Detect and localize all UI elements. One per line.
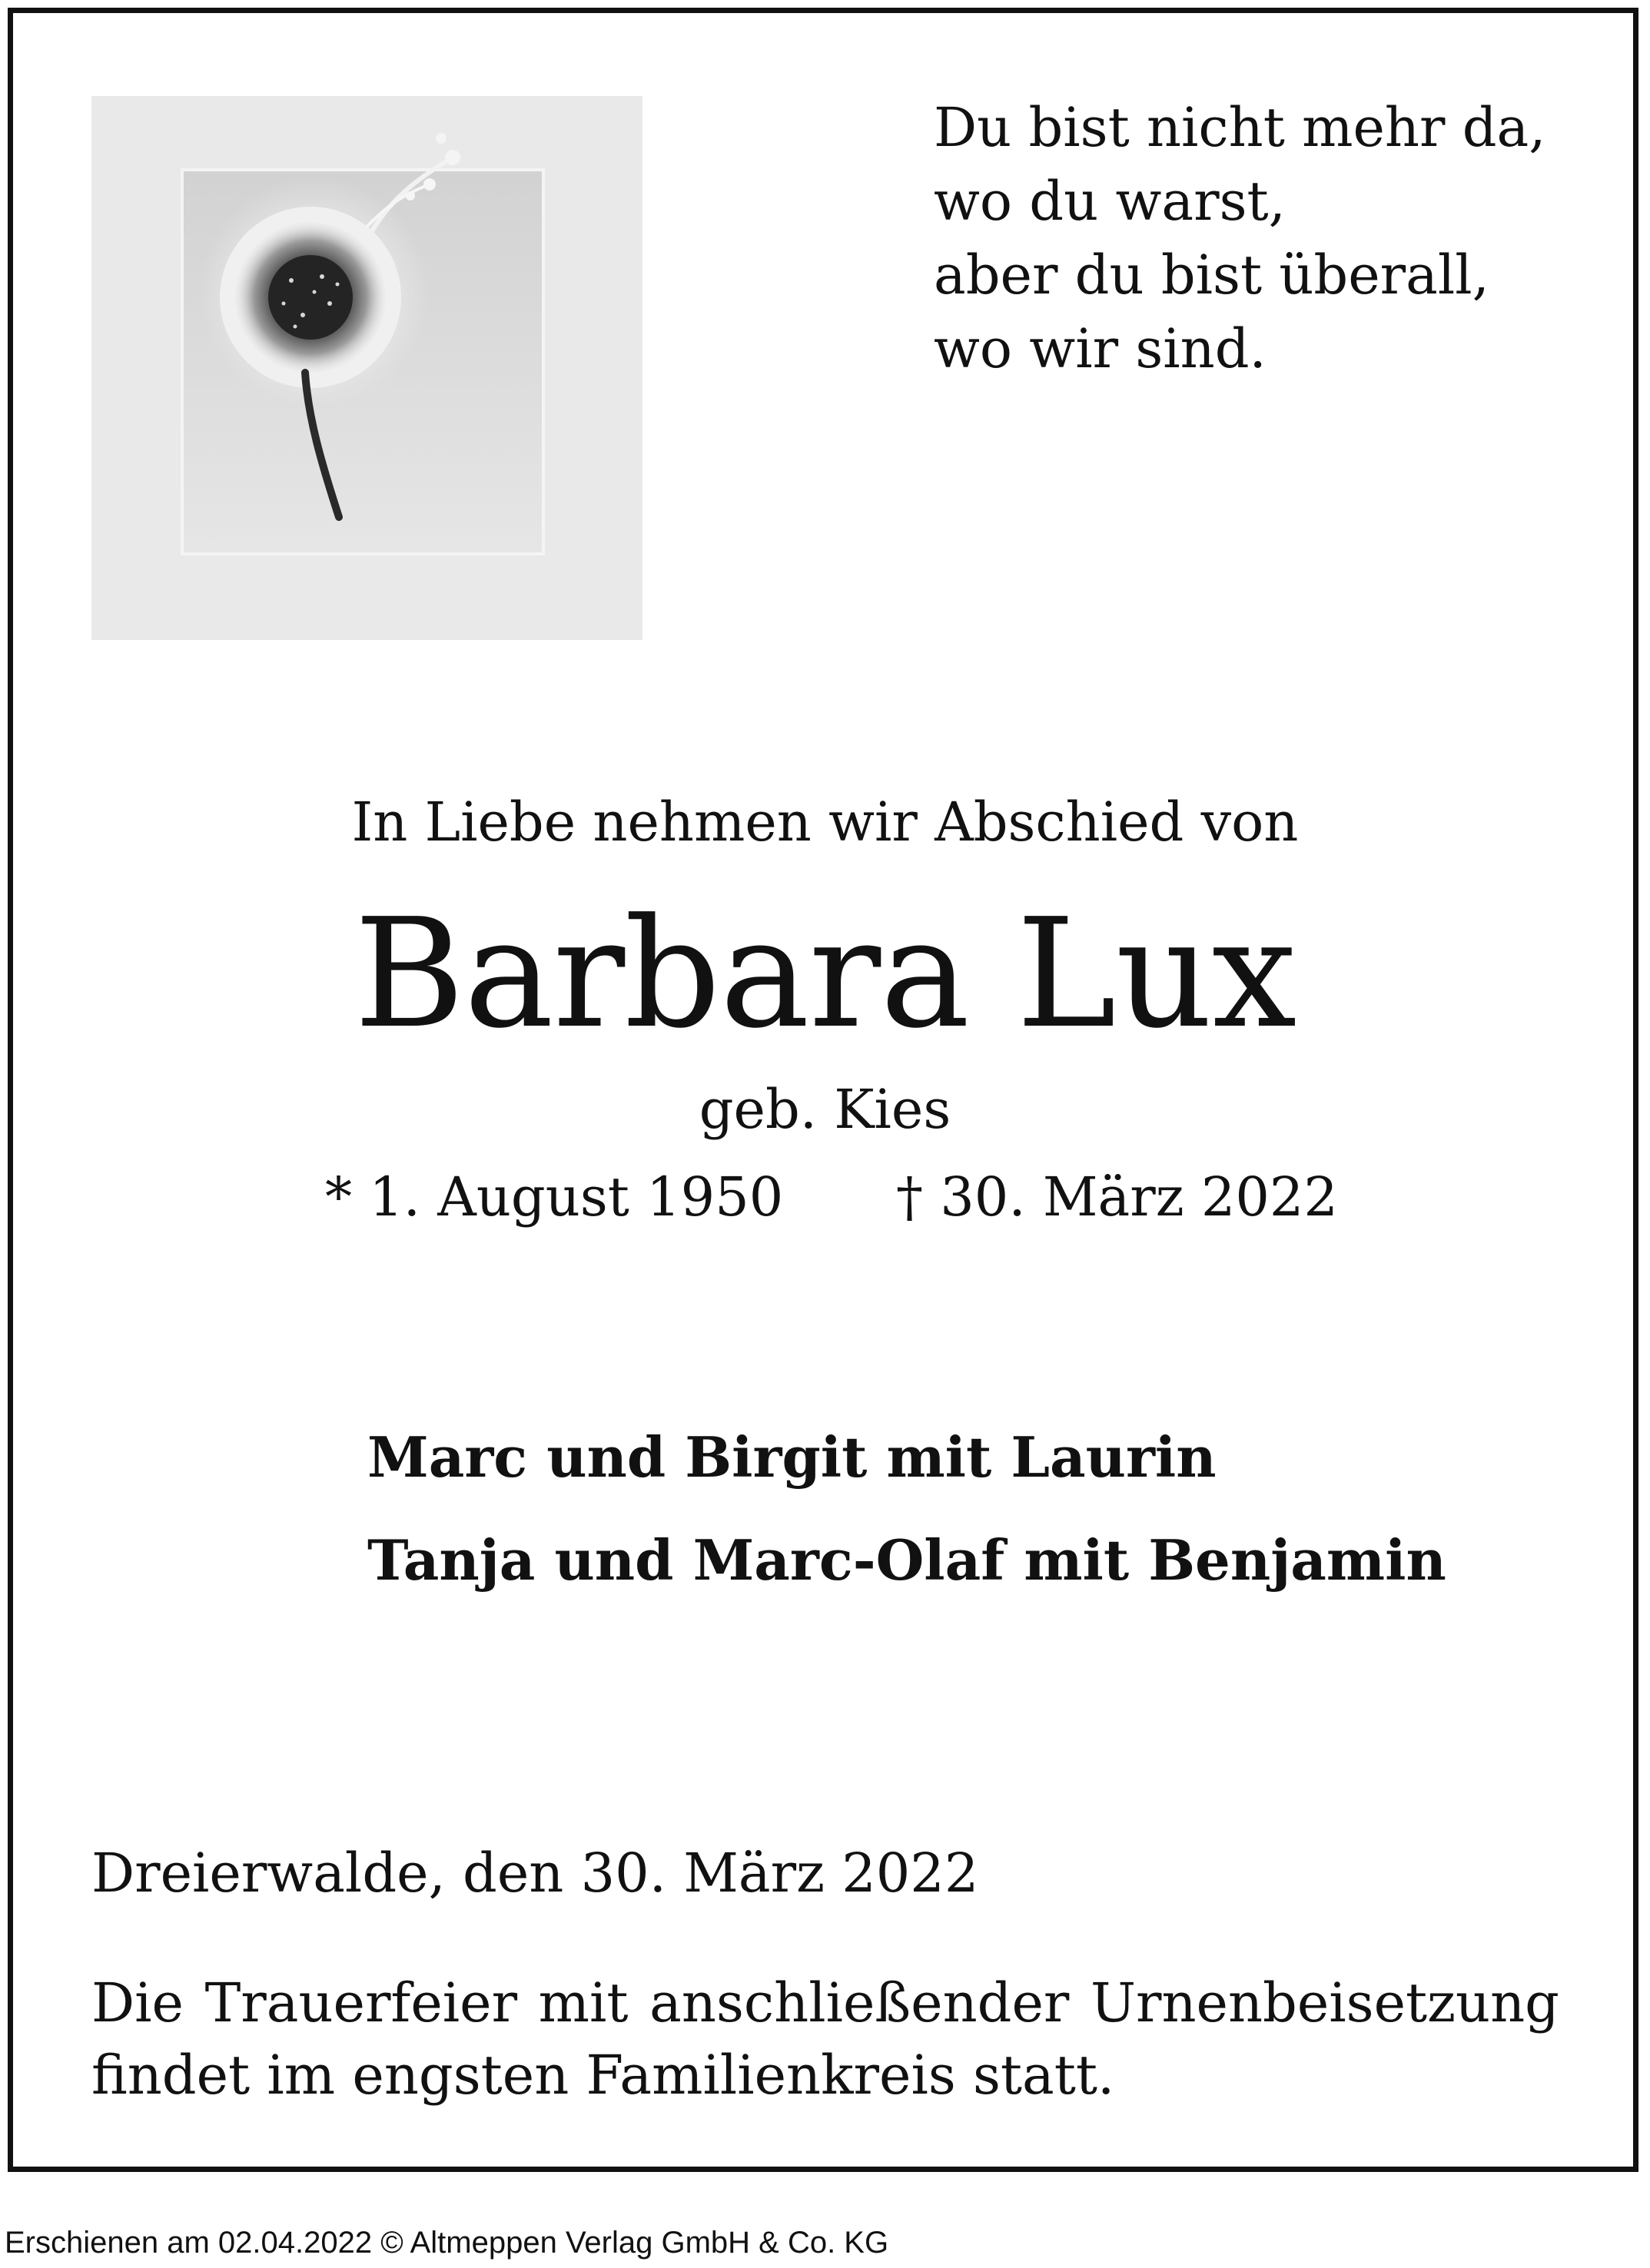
death-date: † 30. März 2022 [896, 1166, 1338, 1228]
dandelion-illustration [91, 96, 642, 640]
deceased-name: Barbara Lux [354, 887, 1296, 1062]
poem [934, 91, 1610, 386]
poem-line: wo wir sind. [934, 317, 1267, 380]
poem-line: aber du bist überall, [934, 244, 1489, 307]
poem-line: Du bist nicht mehr da, [934, 96, 1546, 159]
mourner-line: Tanja und Marc-Olaf mit Benjamin [367, 1527, 1446, 1593]
poem-line: wo du warst, [934, 170, 1286, 233]
dandelion-image [91, 96, 642, 640]
funeral-notice-line: Die Trauerfeier mit anschließender Urnenbeisetzung [91, 1971, 1559, 2034]
funeral-notice-line: findet im engsten Familienkreis statt. [91, 2044, 1115, 2107]
farewell-intro: In Liebe nehmen wir Abschied von [351, 791, 1299, 854]
mourner-line: Marc und Birgit mit Laurin [367, 1424, 1217, 1490]
place-and-date: Dreierwalde, den 30. März 2022 [91, 1842, 979, 1905]
mourners [367, 1406, 1446, 1612]
publication-footer: Erschienen am 02.04.2022 © Altmeppen Verlag GmbH & Co. KG [5, 2226, 889, 2260]
maiden-name: geb. Kies [699, 1078, 951, 1141]
birth-date: * 1. August 1950 [325, 1166, 784, 1228]
funeral-notice [91, 1967, 1559, 2111]
